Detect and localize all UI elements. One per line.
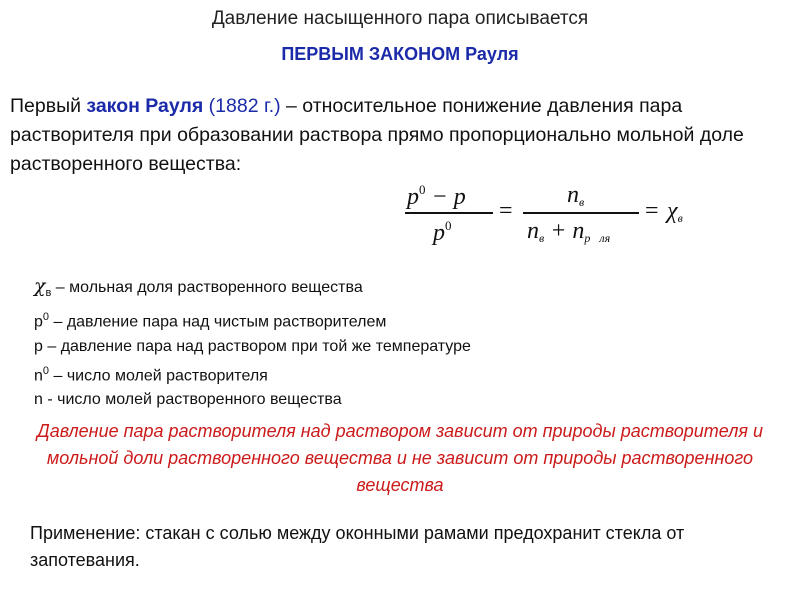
lhs-den-p: p (433, 220, 445, 246)
legend-item (34, 335, 754, 359)
rhs-fraction (523, 180, 643, 260)
legend-symbol: χ (34, 275, 46, 297)
legend-item (34, 359, 754, 388)
legend-item (34, 388, 754, 412)
lhs-fraction (405, 180, 495, 260)
rhs-den-nr: n (572, 218, 585, 244)
legend-text: – мольная доля растворенного вещества (51, 279, 363, 296)
rhs-num-n: n (567, 182, 579, 208)
rhs-den-nb-sub: в (539, 231, 545, 245)
rhs-den-plus: + (544, 218, 573, 244)
lhs-num-sup: 0 (419, 182, 426, 197)
chi-letter: χ (667, 198, 678, 224)
law-name: закон Рауля (86, 95, 204, 117)
legend-symbol: р (34, 313, 43, 331)
rhs-numerator (567, 182, 584, 210)
legend-symbol: n (34, 366, 43, 384)
lhs-num-p0: p (407, 184, 419, 210)
law-year: (1882 г.) (203, 95, 281, 117)
equals-sign-2: = (645, 198, 659, 224)
legend-text: – число молей растворителя (49, 366, 268, 384)
lhs-numerator (407, 182, 466, 211)
raoult-formula (405, 180, 705, 260)
legend-item (34, 305, 754, 334)
rhs-den-nb: n (527, 218, 539, 244)
legend-text: - число молей растворенного вещества (42, 390, 342, 408)
symbol-legend (34, 274, 754, 412)
legend-symbol: р (34, 337, 43, 355)
lhs-num-minus: − (425, 184, 454, 210)
slide-title: Давление насыщенного пара описывается (211, 8, 589, 29)
conclusion-text: Давление пара растворителя над раствором зависит от природы растворителя и мольной доли растворенного вещества и не зависит от природы растворенного вещества (37, 421, 763, 495)
definition-prefix: Первый (10, 95, 87, 117)
legend-text: – давление пара над чистым растворителем (49, 313, 387, 331)
lhs-num-p: p (453, 184, 466, 210)
legend-item (34, 274, 754, 305)
chi-symbol (667, 198, 683, 226)
chi-sub: в (677, 211, 683, 225)
legend-text: – давление пара над раствором при той же температуре (42, 337, 471, 355)
rhs-den-nr-sub: р ля (584, 231, 611, 245)
rhs-fraction-bar (523, 212, 639, 214)
legend-sup: 0 (42, 364, 50, 377)
lhs-denominator (433, 218, 452, 247)
lhs-fraction-bar (405, 212, 493, 214)
slide-subtitle: ПЕРВЫМ ЗАКОНОМ Рауля (281, 44, 519, 64)
rhs-num-sub: в (579, 195, 585, 209)
legend-sub: в (45, 287, 52, 300)
law-definition (10, 92, 795, 179)
application-text: Применение: стакан с солью между оконными рамами предохранит стекла от запотевания. (30, 523, 685, 570)
definition-text: – относительное понижение давления пара растворителя при образовании раствора прямо пропорционально мольной доле растворенного вещества: (10, 95, 744, 175)
legend-symbol: n (34, 390, 43, 408)
equals-sign-1: = (499, 198, 513, 224)
lhs-den-sup: 0 (445, 218, 452, 233)
legend-sup: 0 (42, 311, 50, 324)
rhs-denominator (527, 218, 610, 246)
